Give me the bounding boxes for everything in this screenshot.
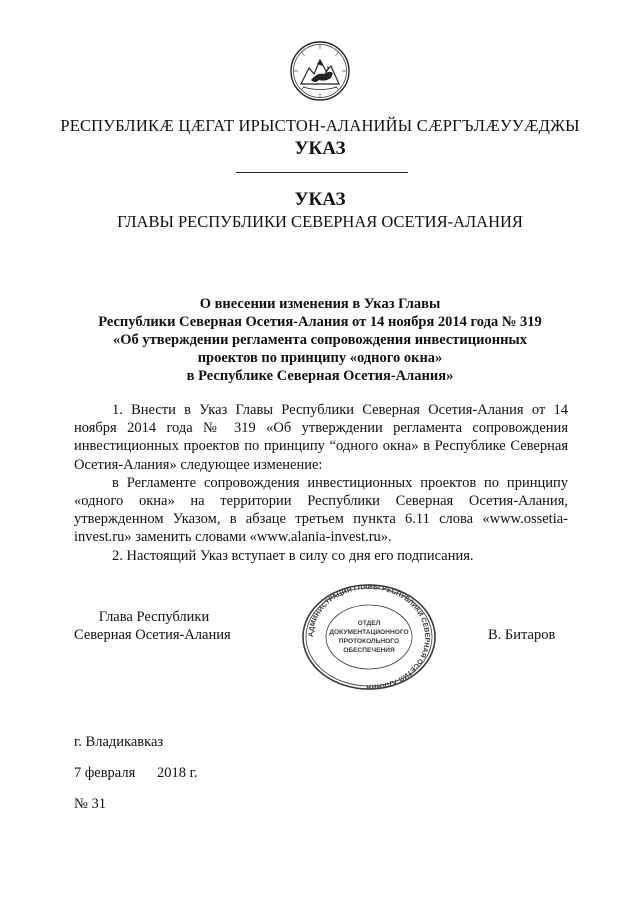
ossetian-header: РЕСПУБЛИКӔ ЦӔГАТ ИРЫСТОН-АЛАНИЙЫ СӔРГЪЛӔУУӔДЖЫ: [60, 116, 580, 135]
decree-body: [74, 401, 568, 565]
body-paragraph-3: 2. Настоящий Указ вступает в силу со дня его подписания.: [112, 547, 474, 564]
stamp-center-line: ОБЕСПЕЧЕНИЯ: [343, 647, 395, 654]
ossetian-title: УКАЗ: [294, 138, 346, 159]
subject-line: проектов по принципу «одного окна»: [197, 350, 443, 366]
body-paragraph-2: в Регламенте сопровождения инвестиционных проектов по принципу «одного окна» на территории Республики Северная Осетия-Алания, утвержденном Указом, в абзаце третьем пункта 6.11 слова «www.ossetia-invest.ru» заменить словами «www.alania-invest.ru».: [74, 474, 568, 546]
stamp-center-line: ДОКУМЕНТАЦИОННОГО: [329, 629, 409, 636]
signer-region: Северная Осетия-Алания: [74, 627, 231, 643]
subject-line: Республики Северная Осетия-Алания от 14 ноября 2014 года № 319: [98, 314, 542, 330]
official-stamp: [300, 583, 438, 691]
decree-subject: [0, 295, 640, 385]
stamp-center-line: ОТДЕЛ: [357, 620, 381, 627]
stamp-center-line: ПРОТОКОЛЬНОГО: [338, 638, 400, 645]
subject-line: «Об утверждении регламента сопровождения инвестиционных: [112, 332, 528, 348]
subject-line: О внесении изменения в Указ Главы: [199, 296, 441, 312]
document-number: № 31: [74, 796, 106, 812]
date-year: 2018 г.: [157, 765, 198, 781]
stamp-outer-text: АДМИНИСТРАЦИЯ ГЛАВЫ РЕСПУБЛИКИ СЕВЕРНАЯ ОСЕТИЯ-АЛАНИЯ: [307, 583, 431, 691]
coat-of-arms-icon: [289, 40, 351, 102]
body-paragraph-1: 1. Внести в Указ Главы Республики Северная Осетия-Алания от 14 ноября 2014 года № 319 «Об утверждении регламента сопровождения инвестиционных проектов по принципу “одного окна» в Республике Северная Осетия-Алания» следующее изменение:: [74, 402, 568, 473]
subject-line: в Республике Северная Осетия-Алания»: [186, 368, 454, 384]
city: г. Владикавказ: [74, 734, 164, 750]
signer-name: В. Битаров: [488, 627, 556, 643]
stamp-ring: [303, 585, 435, 689]
russian-title: УКАЗ: [294, 189, 346, 210]
title-divider: [236, 172, 408, 173]
date-day: 7 февраля: [74, 765, 136, 781]
russian-header: ГЛАВЫ РЕСПУБЛИКИ СЕВЕРНАЯ ОСЕТИЯ-АЛАНИЯ: [117, 212, 523, 231]
signer-title: Глава Республики: [98, 609, 210, 625]
